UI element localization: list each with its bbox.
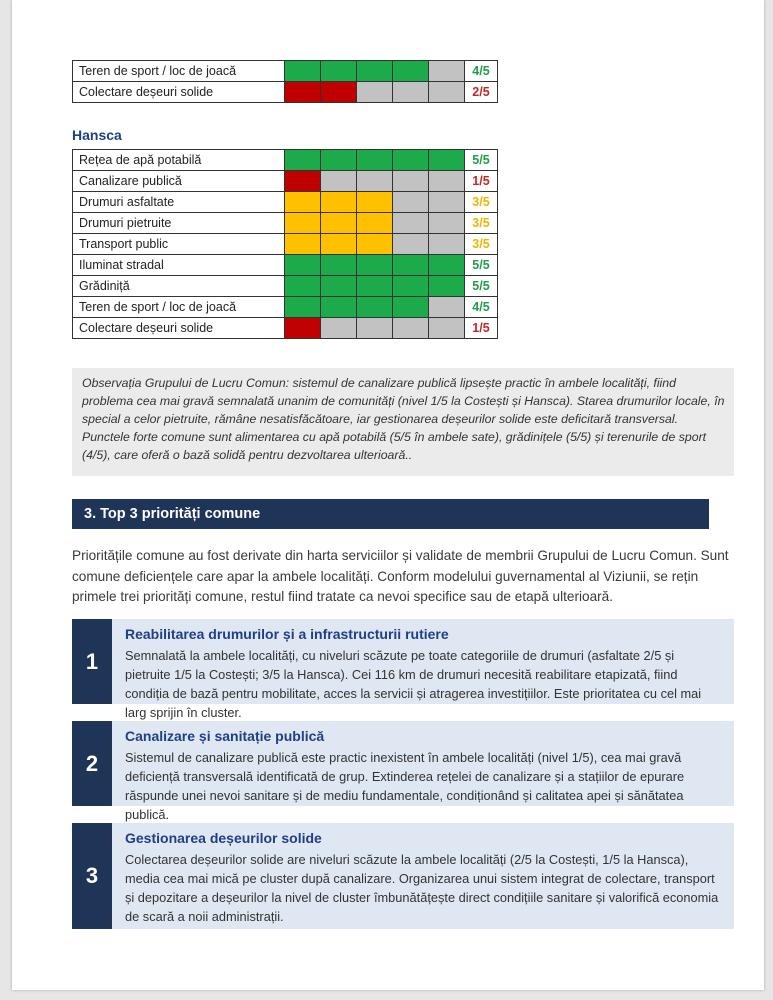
rating-cell-green bbox=[357, 255, 393, 276]
rating-cell-gray bbox=[321, 171, 357, 192]
rating-cell-green bbox=[321, 61, 357, 82]
rating-cell-yellow bbox=[285, 192, 321, 213]
rating-cell-yellow bbox=[321, 234, 357, 255]
rating-cell-gray bbox=[321, 318, 357, 339]
section-heading: 3. Top 3 priorități comune bbox=[72, 499, 709, 529]
service-row bbox=[73, 61, 498, 82]
rating-cell-gray bbox=[393, 234, 429, 255]
rating-cell-gray bbox=[429, 213, 465, 234]
rating-cell-green bbox=[357, 297, 393, 318]
service-row bbox=[73, 276, 498, 297]
rating-cell-green bbox=[429, 150, 465, 171]
rating-cell-green bbox=[357, 61, 393, 82]
rating-cell-green bbox=[393, 255, 429, 276]
rating-cell-green bbox=[285, 297, 321, 318]
rating-cell-yellow bbox=[321, 213, 357, 234]
service-row bbox=[73, 234, 498, 255]
rating-cell-green bbox=[429, 255, 465, 276]
service-label: Grădiniță bbox=[73, 276, 285, 297]
service-row bbox=[73, 297, 498, 318]
rating-cell-green bbox=[429, 276, 465, 297]
service-row bbox=[73, 171, 498, 192]
service-score: 3/5 bbox=[465, 234, 498, 255]
priority-number: 1 bbox=[72, 619, 112, 704]
rating-cell-yellow bbox=[285, 234, 321, 255]
rating-cell-green bbox=[357, 276, 393, 297]
service-score: 4/5 bbox=[465, 297, 498, 318]
rating-cell-green bbox=[285, 150, 321, 171]
services-table-hansca bbox=[72, 149, 498, 339]
service-label: Teren de sport / loc de joacă bbox=[73, 297, 285, 318]
rating-cell-gray bbox=[357, 82, 393, 103]
rating-cell-green bbox=[321, 255, 357, 276]
rating-cell-gray bbox=[429, 234, 465, 255]
rating-cell-gray bbox=[393, 213, 429, 234]
rating-cell-green bbox=[357, 150, 393, 171]
service-row bbox=[73, 82, 498, 103]
rating-cell-yellow bbox=[321, 192, 357, 213]
rating-cell-gray bbox=[429, 297, 465, 318]
rating-cell-green bbox=[321, 276, 357, 297]
service-label: Teren de sport / loc de joacă bbox=[73, 61, 285, 82]
service-row bbox=[73, 150, 498, 171]
document-page bbox=[12, 0, 764, 990]
priority-number: 3 bbox=[72, 823, 112, 929]
service-label: Colectare deșeuri solide bbox=[73, 82, 285, 103]
service-row bbox=[73, 318, 498, 339]
service-score: 3/5 bbox=[465, 213, 498, 234]
rating-cell-yellow bbox=[357, 213, 393, 234]
rating-cell-green bbox=[285, 255, 321, 276]
rating-cell-yellow bbox=[285, 213, 321, 234]
rating-cell-green bbox=[393, 297, 429, 318]
rating-cell-gray bbox=[429, 318, 465, 339]
services-table-costesti-continued bbox=[72, 60, 498, 103]
rating-cell-red bbox=[285, 171, 321, 192]
priority-title: Gestionarea deșeurilor solide bbox=[125, 830, 322, 846]
rating-cell-gray bbox=[393, 192, 429, 213]
service-score: 2/5 bbox=[465, 82, 498, 103]
rating-cell-red bbox=[285, 318, 321, 339]
rating-cell-gray bbox=[357, 318, 393, 339]
priority-card-2 bbox=[72, 721, 734, 822]
rating-cell-red bbox=[321, 82, 357, 103]
rating-cell-green bbox=[321, 150, 357, 171]
priority-card-3 bbox=[72, 823, 734, 929]
service-score: 5/5 bbox=[465, 255, 498, 276]
section-subtitle-hansca: Hansca bbox=[72, 127, 122, 143]
priority-title: Reabilitarea drumurilor și a infrastructurii rutiere bbox=[125, 626, 449, 642]
rating-cell-green bbox=[393, 150, 429, 171]
rating-cell-gray bbox=[429, 82, 465, 103]
service-label: Drumuri pietruite bbox=[73, 213, 285, 234]
service-label: Rețea de apă potabilă bbox=[73, 150, 285, 171]
rating-cell-green bbox=[285, 276, 321, 297]
rating-cell-red bbox=[285, 82, 321, 103]
rating-cell-green bbox=[285, 61, 321, 82]
service-label: Iluminat stradal bbox=[73, 255, 285, 276]
rating-cell-gray bbox=[393, 171, 429, 192]
priority-title: Canalizare și sanitație publică bbox=[125, 728, 325, 744]
service-label: Drumuri asfaltate bbox=[73, 192, 285, 213]
rating-cell-yellow bbox=[357, 234, 393, 255]
service-label: Colectare deșeuri solide bbox=[73, 318, 285, 339]
rating-cell-green bbox=[393, 61, 429, 82]
rating-cell-gray bbox=[393, 318, 429, 339]
service-score: 5/5 bbox=[465, 276, 498, 297]
rating-cell-gray bbox=[357, 171, 393, 192]
service-label: Canalizare publică bbox=[73, 171, 285, 192]
priority-description: Sistemul de canalizare publică este practic inexistent în ambele localități (nivel 1/5), cea mai gravă deficiență transversală identificată de grup. Extinderea rețelei de canalizare și a stațiilor de epurare răspunde unei nevoi sanitare și de mediu fundamentale, condiționând și calitatea apei și sănătatea publică. bbox=[125, 750, 685, 822]
rating-cell-gray bbox=[393, 82, 429, 103]
rating-cell-gray bbox=[429, 192, 465, 213]
priority-number: 2 bbox=[72, 721, 112, 806]
service-score: 4/5 bbox=[465, 61, 498, 82]
service-row bbox=[73, 255, 498, 276]
service-label: Transport public bbox=[73, 234, 285, 255]
rating-cell-green bbox=[321, 297, 357, 318]
rating-cell-gray bbox=[429, 171, 465, 192]
priority-description: Colectarea deșeurilor solide are niveluri scăzute la ambele localități (2/5 la Costești, 1/5 la Hansca), media cea mai mică pe cluster după canalizare. Organizarea unui sistem integrat de colectare, transport și depozitare a deșeurilor la nivel de cluster îmbunătățește direct condițiile sanitare și valorifică economia de scară a noii administrații. bbox=[125, 852, 719, 924]
priority-description: Semnalată la ambele localități, cu niveluri scăzute pe toate categoriile de drumuri (asfaltate 2/5 și pietruite 1/5 la Costești; 3/5 la Hansca). Cei 116 km de drumuri necesită reabilitare etapizată, fiind condiția de bază pentru mobilitate, acces la servicii și atragerea investițiilor. Este prioritatea cu cel mai larg sprijin în cluster. bbox=[125, 648, 702, 720]
rating-cell-yellow bbox=[357, 192, 393, 213]
service-row bbox=[73, 192, 498, 213]
service-score: 3/5 bbox=[465, 192, 498, 213]
rating-cell-green bbox=[393, 276, 429, 297]
intro-paragraph: Prioritățile comune au fost derivate din harta serviciilor și validate de membrii Grupului de Lucru Comun. Sunt comune deficiențele care apar la ambele localități. Conform modelului guvernamental al Viziunii, se rețin primele trei priorități comune, restul fiind tratate ca nevoi specifice sau de etapă ulterioară. bbox=[72, 548, 729, 604]
priority-card-1 bbox=[72, 619, 734, 720]
rating-cell-gray bbox=[429, 61, 465, 82]
observation-box: Observația Grupului de Lucru Comun: sistemul de canalizare publică lipsește practic în ambele localități, fiind problema cea mai gravă semnalată unanim de comunități (nivel 1/5 la Costești și Hansca). Starea drumurilor locale, în special a celor pietruite, rămâne nesatisfăcătoare, iar gestionarea deșeurilor solide este deficitară transversal. Punctele forte comune sunt alimentarea cu apă potabilă (5/5 în ambele sate), grădinițele (5/5) și terenurile de sport (4/5), care oferă o bază solidă pentru dezvoltarea ulterioară.. bbox=[72, 368, 734, 476]
service-row bbox=[73, 213, 498, 234]
service-score: 1/5 bbox=[465, 171, 498, 192]
service-score: 5/5 bbox=[465, 150, 498, 171]
service-score: 1/5 bbox=[465, 318, 498, 339]
